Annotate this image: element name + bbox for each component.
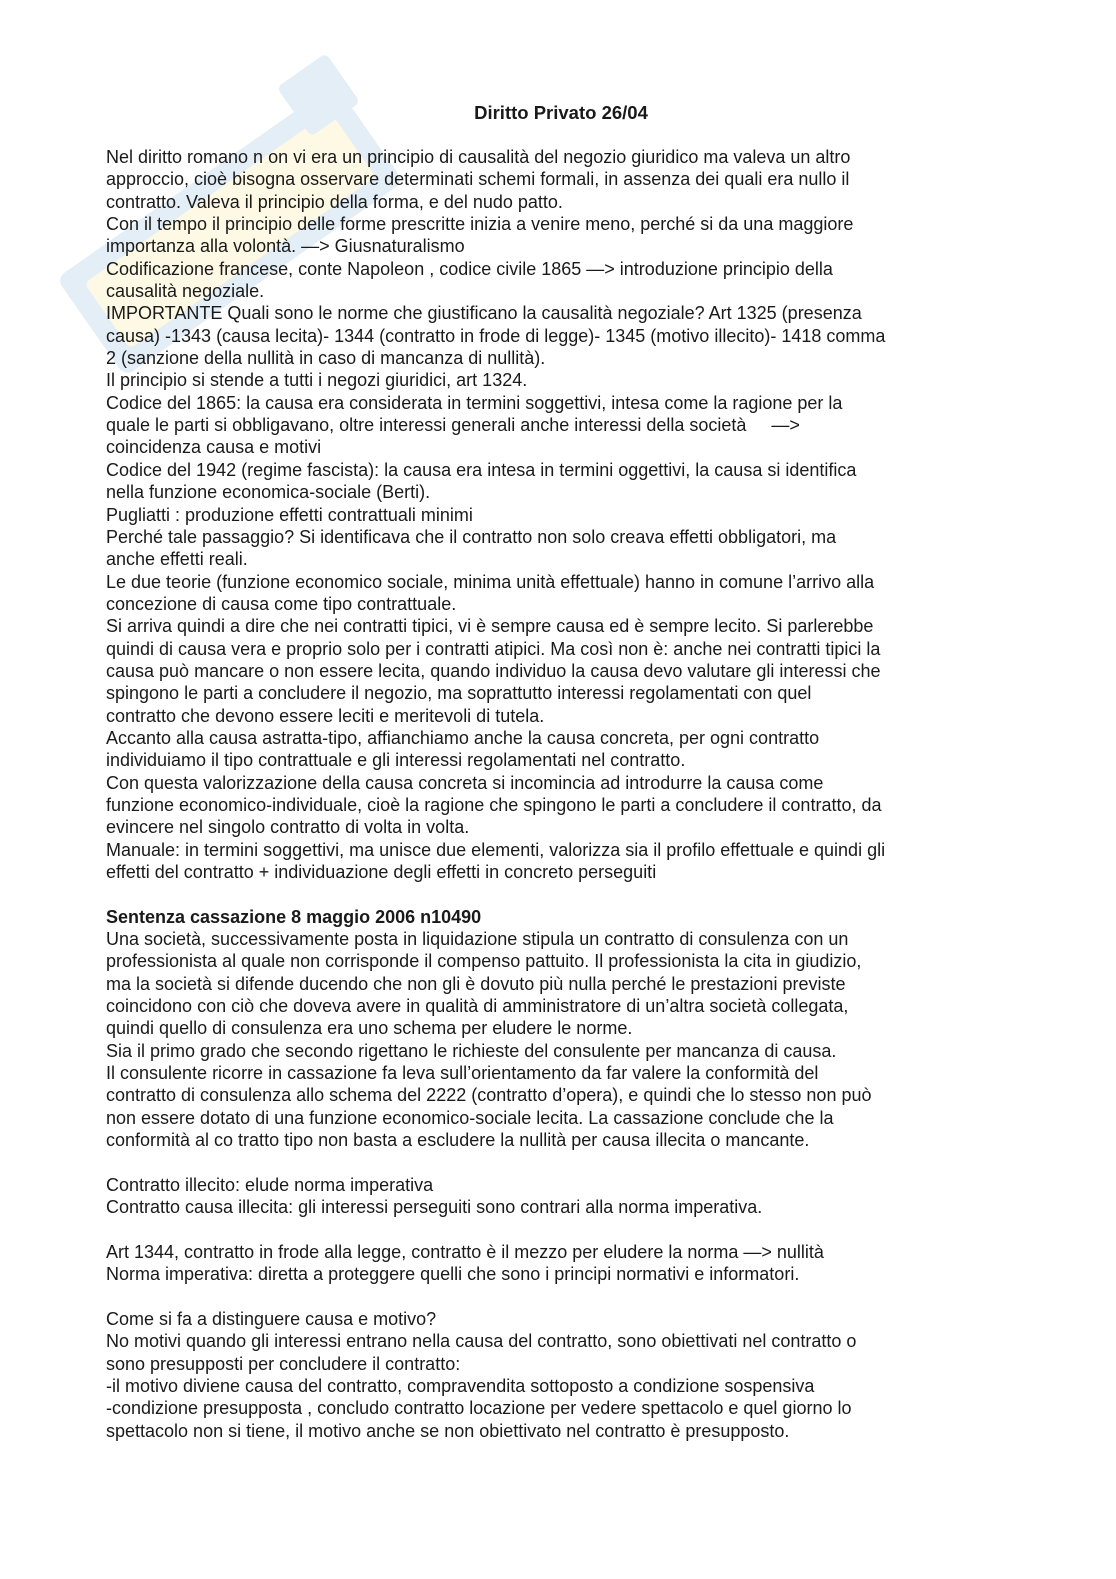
paragraph-gap xyxy=(106,1286,1006,1308)
paragraph-line: IMPORTANTE Quali sono le norme che giustificano la causalità negoziale? Art 1325 (presenza xyxy=(106,303,862,324)
document-title: Diritto Privato 26/04 xyxy=(474,102,648,123)
paragraph-line: Codificazione francese, conte Napoleon , codice civile 1865 —> introduzione principio della xyxy=(106,258,833,279)
paragraph-line: coincidenza causa e motivi xyxy=(106,437,322,458)
paragraph-line: 2 (sanzione della nullità in caso di mancanza di nullità). xyxy=(106,348,546,369)
paragraph-line: Codice del 1942 (regime fascista): la causa era intesa in termini oggettivi, la causa si identifica xyxy=(106,459,857,480)
paragraph-line: anche effetti reali. xyxy=(106,549,248,570)
paragraph-line: Codice del 1865: la causa era considerata in termini soggettivi, intesa come la ragione per la xyxy=(106,392,843,413)
section-frode-legge xyxy=(106,1241,1006,1286)
paragraph-line: importanza alla volontà. —> Giusnaturalismo xyxy=(106,236,465,257)
paragraph-line: contratto che devono essere leciti e meritevoli di tutela. xyxy=(106,705,545,726)
paragraph-gap xyxy=(106,883,1006,905)
paragraph-line: non essere dotato di una funzione economico-sociale lecita. La cassazione conclude che la xyxy=(106,1107,834,1128)
section-sentenza xyxy=(106,906,1006,1152)
paragraph-line: causa) -1343 (causa lecita)- 1344 (contratto in frode di legge)- 1345 (motivo illecito)- 1418 comma xyxy=(106,325,886,346)
paragraph-gap xyxy=(106,1151,1006,1173)
paragraph-line: Il principio si stende a tutti i negozi giuridici, art 1324. xyxy=(106,370,528,391)
paragraph-line: sono presupposti per concludere il contratto: xyxy=(106,1353,461,1374)
paragraph-line: contratto di consulenza allo schema del 2222 (contratto d’opera), e quindi che lo stesso non può xyxy=(106,1085,872,1106)
paragraph-line: Si arriva quindi a dire che nei contratti tipici, vi è sempre causa ed è sempre lecito. Si parlerebbe xyxy=(106,616,874,637)
document-page xyxy=(106,102,1006,1442)
paragraph-line: contratto. Valeva il principio della forma, e del nudo patto. xyxy=(106,191,563,212)
paragraph-line: coincidono con ciò che doveva avere in qualità di amministratore di un’altra società collegata, xyxy=(106,996,849,1017)
paragraph-line: professionista al quale non corrisponde il compenso pattuito. Il professionista la cita in giudizio, xyxy=(106,951,862,972)
paragraph-line: Manuale: in termini soggettivi, ma unisce due elementi, valorizza sia il profilo effettuale e quindi gli xyxy=(106,839,886,860)
paragraph-line: Sia il primo grado che secondo rigettano le richieste del consulente per mancanza di causa. xyxy=(106,1040,837,1061)
paragraph-line: Contratto causa illecita: gli interessi perseguiti sono contrari alla norma imperativa. xyxy=(106,1197,763,1218)
paragraph-line: conformità al co tratto tipo non basta a escludere la nullità per causa illecita o mancante. xyxy=(106,1130,810,1151)
paragraph-line: evincere nel singolo contratto di volta in volta. xyxy=(106,817,470,838)
paragraph-line: Una società, successivamente posta in liquidazione stipula un contratto di consulenza con un xyxy=(106,929,849,950)
paragraph-line: -condizione presupposta , concludo contratto locazione per vedere spettacolo e quel giorno lo xyxy=(106,1398,852,1419)
paragraph-line: funzione economico-individuale, cioè la ragione che spingono le parti a concludere il contratto, da xyxy=(106,794,882,815)
paragraph-line: No motivi quando gli interessi entrano nella causa del contratto, sono obiettivati nel contratto o xyxy=(106,1331,857,1352)
paragraph-line: Pugliatti : produzione effetti contrattuali minimi xyxy=(106,504,473,525)
paragraph-line: quindi di causa vera e proprio solo per i contratti atipici. Ma così non è: anche nei contratti tipici la xyxy=(106,638,881,659)
paragraph-line: Norma imperativa: diretta a proteggere quelli che sono i principi normativi e informatori. xyxy=(106,1264,800,1285)
paragraph-line: Contratto illecito: elude norma imperativa xyxy=(106,1174,434,1195)
paragraph-line: concezione di causa come tipo contrattuale. xyxy=(106,593,457,614)
paragraph-line: -il motivo diviene causa del contratto, compravendita sottoposto a condizione sospensiva xyxy=(106,1375,815,1396)
paragraph-line: Come si fa a distinguere causa e motivo? xyxy=(106,1308,437,1329)
paragraph-line: causa può mancare o non essere lecita, quando individuo la causa devo valutare gli interessi che xyxy=(106,660,881,681)
section-heading: Sentenza cassazione 8 maggio 2006 n10490 xyxy=(106,906,482,927)
paragraph-line: effetti del contratto + individuazione degli effetti in concreto perseguiti xyxy=(106,862,657,882)
paragraph-line: individuiamo il tipo contrattuale e gli interessi regolamentati nel contratto. xyxy=(106,750,686,771)
paragraph-line: Il consulente ricorre in cassazione fa leva sull’orientamento da far valere la conformità del xyxy=(106,1063,819,1084)
paragraph-line: Con questa valorizzazione della causa concreta si incomincia ad introdurre la causa come xyxy=(106,772,824,793)
paragraph-line: quale le parti si obbligavano, oltre interessi generali anche interessi della società —> xyxy=(106,415,800,436)
paragraph-line: causalità negoziale. xyxy=(106,281,265,302)
paragraph-line: Perché tale passaggio? Si identificava che il contratto non solo creava effetti obbligatori, ma xyxy=(106,526,837,547)
paragraph-line: Accanto alla causa astratta-tipo, affianchiamo anche la causa concreta, per ogni contratto xyxy=(106,727,820,748)
paragraph-line: spingono le parti a concludere il negozio, ma soprattutto interessi regolamentati con quel xyxy=(106,683,812,704)
paragraph-line: nella funzione economica-sociale (Berti). xyxy=(106,482,431,503)
paragraph-line: Le due teorie (funzione economico sociale, minima unità effettuale) hanno in comune l’arrivo alla xyxy=(106,571,875,592)
paragraph-line: approccio, cioè bisogna osservare determinati schemi formali, in assenza dei quali era nullo il xyxy=(106,169,850,190)
section-causa-motivo xyxy=(106,1308,1006,1442)
paragraph-line: spettacolo non si tiene, il motivo anche se non obiettivato nel contratto è presupposto. xyxy=(106,1420,790,1441)
paragraph-line: Art 1344, contratto in frode alla legge, contratto è il mezzo per eludere la norma —> nullità xyxy=(106,1241,824,1262)
section-contratto-illecito xyxy=(106,1174,1006,1219)
paragraph-line: quindi quello di consulenza era uno schema per eludere le norme. xyxy=(106,1018,633,1039)
paragraph-line: ma la società si difende ducendo che non gli è dovuto più nulla perché le prestazioni previste xyxy=(106,973,846,994)
paragraph-line: Nel diritto romano n on vi era un principio di causalità del negozio giuridico ma valeva un altro xyxy=(106,147,851,167)
paragraph-line: Con il tempo il principio delle forme prescritte inizia a venire meno, perché si da una maggiore xyxy=(106,214,854,235)
paragraph-gap xyxy=(106,1219,1006,1241)
section-causalita xyxy=(106,146,1006,883)
